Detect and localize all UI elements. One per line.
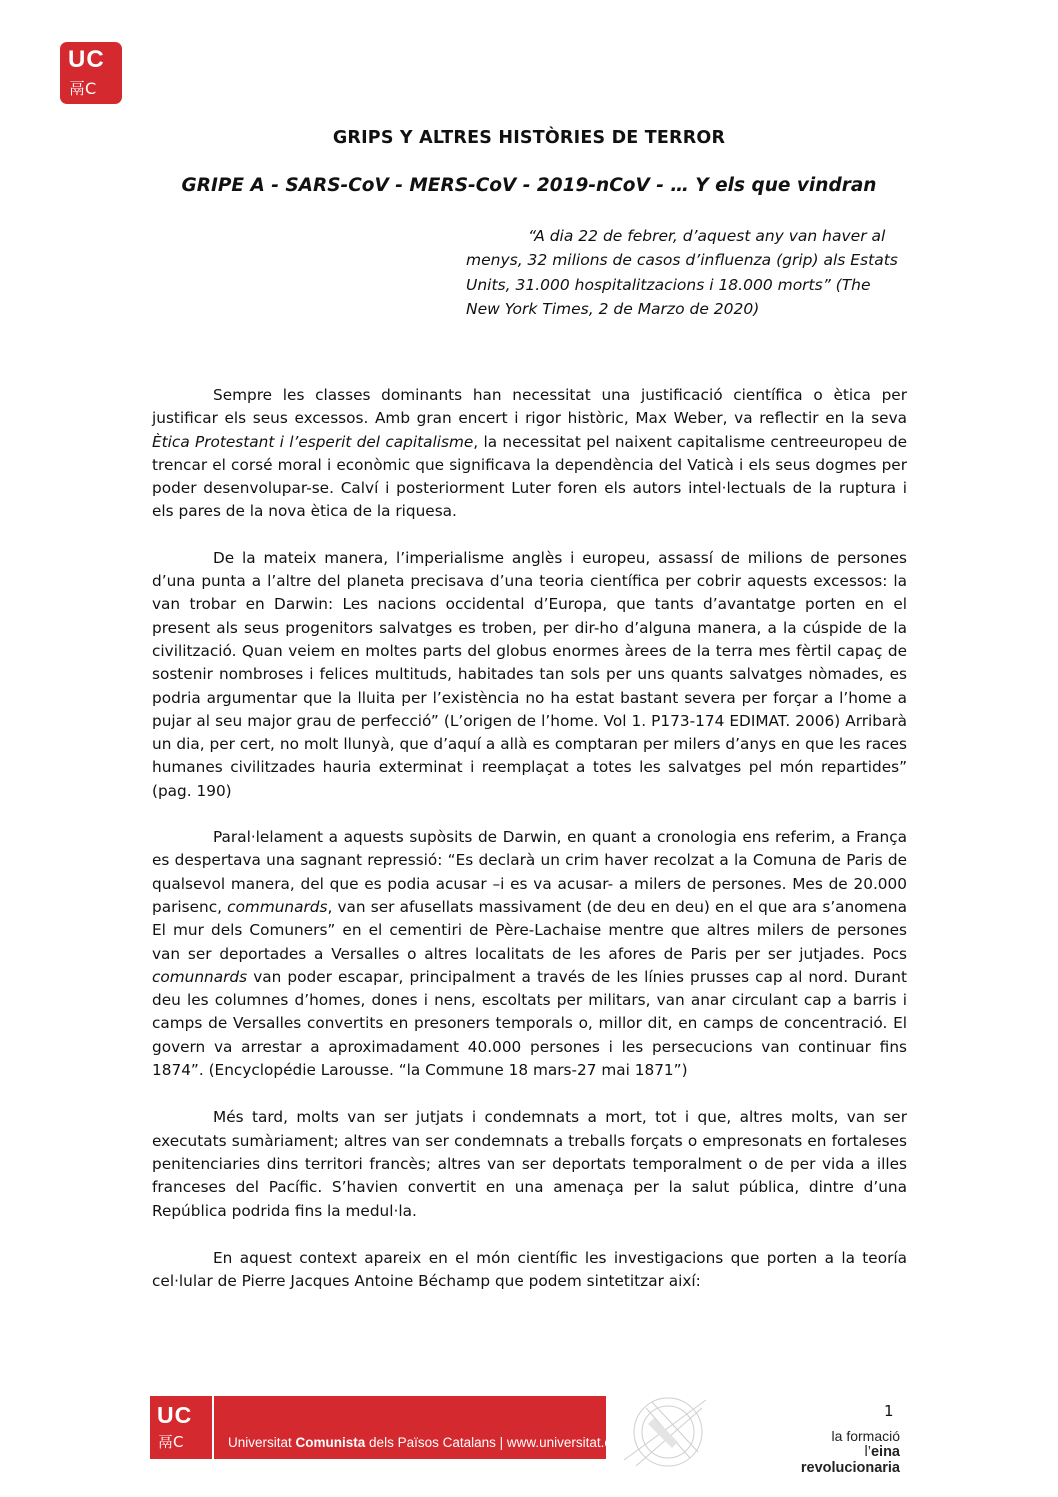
paragraph-5: En aquest context apareix en el món científic les investigacions que porten a la teoría cel·lular de Pierre Jacques Antoine Béchamp que podem sintetitzar així: (152, 1248, 907, 1291)
footer-org-bold: Comunista (295, 1435, 366, 1450)
footer-banner (150, 1396, 623, 1459)
paragraph-3-italic-2: comunnards (152, 967, 248, 986)
paragraph-1 (152, 384, 907, 524)
paragraph-4: Més tard, molts van ser jutjats i condemnats a mort, tot i que, altres molts, van ser executats sumàriament; altres van ser condemnats a treballs forçats o empresonats en fortaleses penitenciaries dins territori francès; altres van ser deportats temporalment o de per vida a illes franceses del Pacífic. S’havien convertit en una amenaça per la salut pública, dintre d’una República podrida fins la medul·la. (152, 1108, 907, 1220)
logo-top (60, 42, 122, 104)
tagline-prefix: l’ (864, 1444, 871, 1460)
paragraph-3-italic-1: communards (227, 897, 328, 916)
paragraph-1-italic: Ètica Protestant i l’esperit del capitalisme (152, 432, 474, 451)
tagline-line-2 (780, 1444, 900, 1476)
paragraph-3-text-c: van poder escapar, principalment a través de les línies prusses cap al nord. Durant deu les columnes d’homes, dones i nens, escoltats per militars, van anar circulant cap a barris i camps de Versalles convertits en presoners temporals o, millor dit, en camps de concentració. El govern va arrestar a aproximadament 40.000 persones i les persecucions van continuar fins 1874”. (Encyclopédie Larousse. “la Commune 18 mars-27 mai 1871”) (152, 967, 907, 1080)
body-text (152, 384, 907, 1293)
paragraph-3 (152, 826, 907, 1082)
document-subtitle: GRIPE A - SARS-CoV - MERS-CoV - 2019-nCoV - … Y els que vindran (181, 175, 877, 196)
paragraph-3-text-a: Paral·lelament a aquests supòsits de Darwin, en quant a cronologia ens referim, a França es despertava una sagnant repressió: “Es declarà un crim haver recolzat a la Comuna de Paris de qualsevol manera, del que es podia acusar –i es va acusar- a milers de persones. Mes de 20.000 parisenc, (152, 828, 907, 916)
paragraph-1-text-a: Sempre les classes dominants han necessitat una justificació científica o ètica per justificar els seus excessos. Amb gran encert i rigor històric, Max Weber, va reflectir en la seva (152, 386, 907, 428)
footer-logo (150, 1396, 214, 1459)
paragraph-3-text-b: , van ser afusellats massivament (de deu en deu) en el que ara s’anomena El mur dels Comuners” en el cementiri de Père-Lachaise mentre que altres milers de persones van ser deportades a Versalles o altres localitats de les afores de Paris per ser jutjades. Pocs (152, 897, 907, 963)
page-number: 1 (884, 1402, 894, 1420)
paragraph-1-text-b: , la necessitat pel naixent capitalisme centreeuropeu de trencar el corsé moral i econòmic que significava la dependència del Vaticà i els seus dogmes per poder desenvolupar-se. Calví i posteriorment Luter foren els autors intel·lectuals de la ruptura i els pares de la nova ètica de la riquesa. (152, 432, 907, 521)
logo-letters: UC (68, 46, 105, 73)
tagline-line-1: la formació (831, 1428, 900, 1444)
compass-watermark-icon (606, 1388, 726, 1468)
footer-tagline (780, 1428, 900, 1476)
epigraph-quote: “A dia 22 de febrer, d’aquest any van haver al menys, 32 milions de casos d’influenza (grip) als Estats Units, 31.000 hospitalitzacions i 18.000 morts” (The New York Times, 2 de Marzo de 2020) (466, 227, 898, 318)
footer-logo-letters: UC (157, 1402, 193, 1428)
footer-org-text (228, 1435, 622, 1450)
document-title: GRIPS Y ALTRES HISTÒRIES DE TERROR (332, 128, 726, 148)
footer-org-prefix: Universitat (228, 1435, 296, 1450)
logo-glyph: 鬲C (69, 79, 97, 98)
footer-logo-glyph: 鬲C (158, 1433, 184, 1451)
tagline-bold: eina revolucionaria (800, 1444, 900, 1476)
paragraph-2: De la mateix manera, l’imperialisme anglès i europeu, assassí de milions de persones d’una punta a l’altre del planeta precisava d’una teoria científica per cobrir aquests excessos: la van trobar en Darwin: Les nacions occidental d’Europa, que tants d’avantatge porten en el present als seus progenitors salvatges es troben, per dir-ho d’alguna manera, a la cúspide de la civilització. Quan veiem en moltes parts del globus enormes àrees de la terra mes fèrtil capaç de sostenir nombroses i felices multituds, habitades tan sols per uns quants salvatges nòmades, es podria argumentar que la lluita per l’existència no ha estat bastant severa per forçar a l’home a pujar al seu major grau de perfecció” (L’origen de l’home. Vol 1. P173-174 EDIMAT. 2006) Arribarà un dia, per cert, no molt llunyà, que d’aquí a allà es comptaran per milers d’anys en que les races humanes civilitzades hauria exterminat i reemplaçat a totes les salvatges pel món repartides” (pag. 190) (152, 548, 907, 800)
footer-org-suffix: dels Països Catalans | www.universitat.cat (365, 1435, 623, 1450)
